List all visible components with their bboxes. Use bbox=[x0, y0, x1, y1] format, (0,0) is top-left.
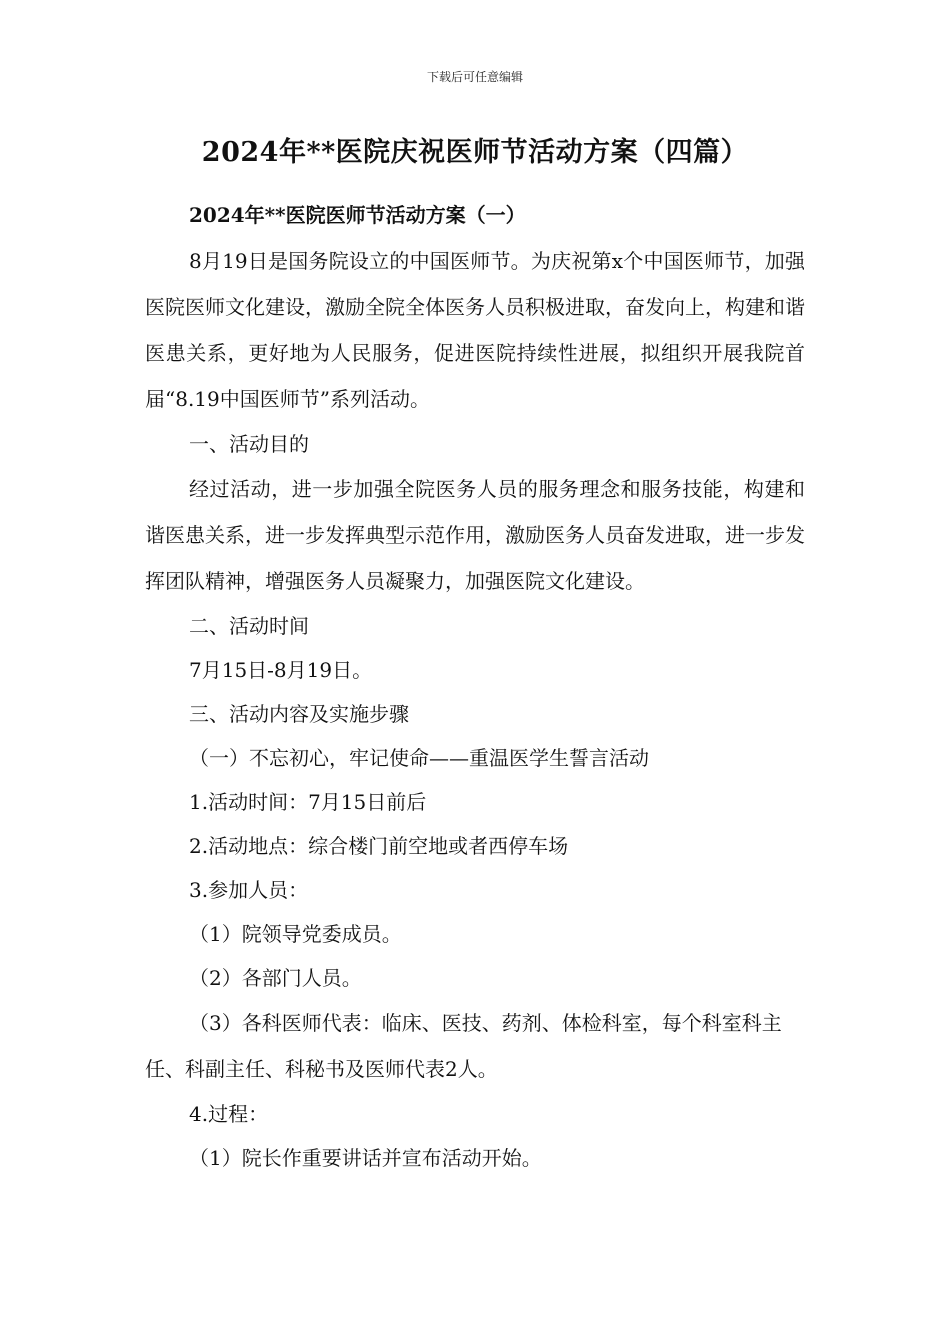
purpose-paragraph: 经过活动，进一步加强全院医务人员的服务理念和服务技能，构建和谐医患关系，进一步发挥典型示范作用，激励医务人员奋发进取，进一步发挥团队精神，增强医务人员凝聚力，加强医院文化建设。 bbox=[145, 477, 805, 593]
list-item: 2.活动地点：综合楼门前空地或者西停车场 bbox=[189, 834, 569, 858]
list-item: （1）院领导党委成员。 bbox=[189, 922, 402, 946]
list-item: 1.活动时间：7月15日前后 bbox=[189, 790, 427, 814]
list-item: （3）各科医师代表：临床、医技、药剂、体检科室，每个科室科主任、科副主任、科秘书及医师代表2人。 bbox=[145, 1011, 782, 1081]
time-text: 7月15日-8月19日。 bbox=[189, 658, 373, 682]
list-item: （2）各部门人员。 bbox=[189, 966, 362, 990]
intro-paragraph: 8月19日是国务院设立的中国医师节。为庆祝第x个中国医师节，加强医院医师文化建设，激励全院全体医务人员积极进取，奋发向上，构建和谐医患关系，更好地为人民服务，促进医院持续性进展，拟组织开展我院首届“8.19中国医师节”系列活动。 bbox=[145, 249, 805, 411]
heading-time: 二、活动时间 bbox=[189, 614, 309, 638]
document-title: 2024年**医院庆祝医师节活动方案（四篇） bbox=[201, 137, 749, 168]
heading-purpose: 一、活动目的 bbox=[189, 432, 309, 456]
list-item: 4.过程： bbox=[189, 1102, 269, 1126]
subheading-oath: （一）不忘初心，牢记使命——重温医学生誓言活动 bbox=[189, 746, 649, 770]
list-item: （1）院长作重要讲话并宣布活动开始。 bbox=[189, 1146, 542, 1170]
heading-content: 三、活动内容及实施步骤 bbox=[189, 702, 409, 726]
document-body bbox=[145, 196, 805, 1180]
section-title: 2024年**医院医师节活动方案（一） bbox=[189, 203, 526, 227]
header-note: 下载后可任意编辑 bbox=[426, 70, 523, 84]
list-item: 3.参加人员： bbox=[189, 878, 309, 902]
